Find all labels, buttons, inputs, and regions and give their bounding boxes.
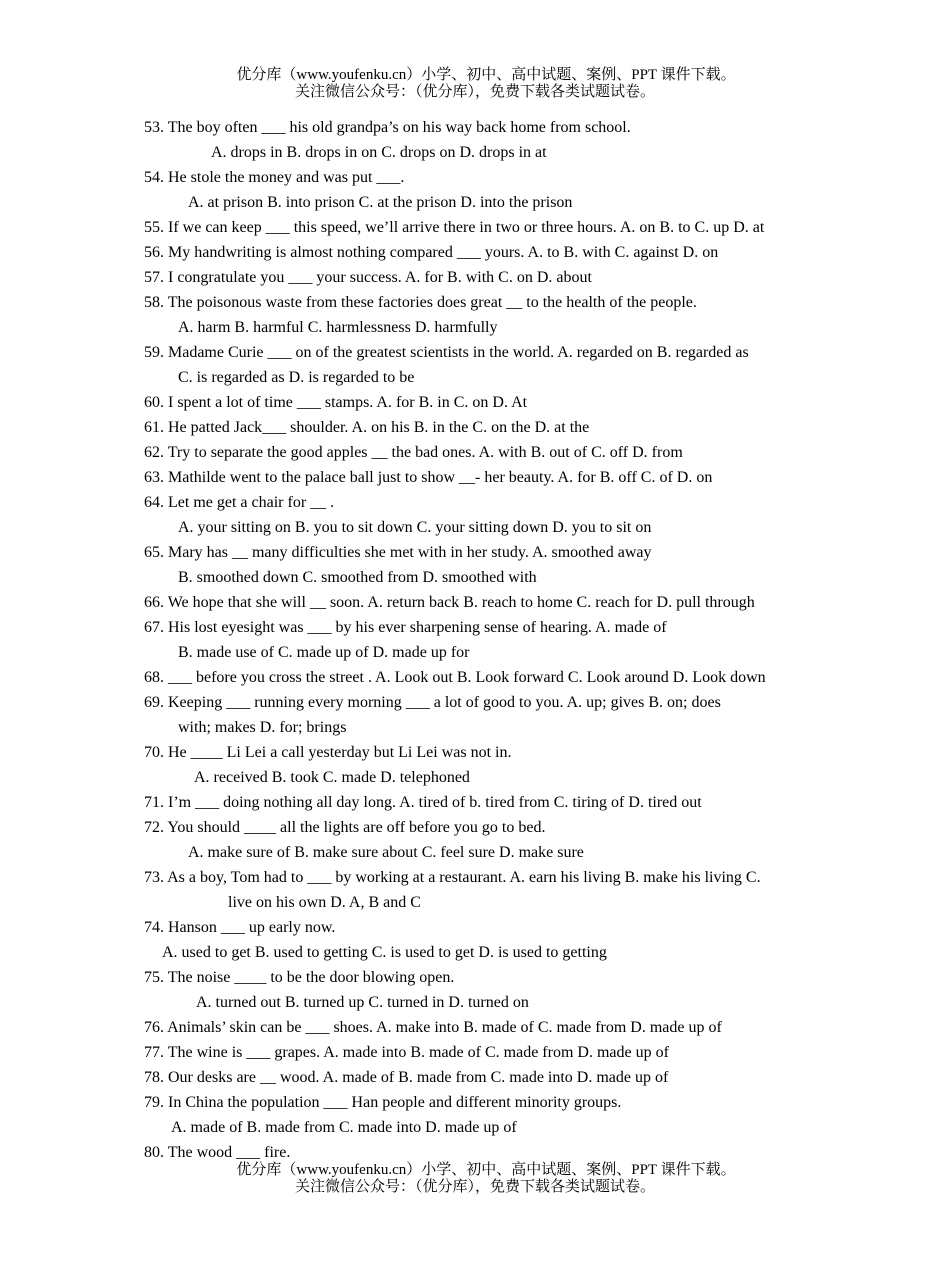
question-77: 77. The wine is ___ grapes. A. made into B. made of C. made from D. made up of (144, 1044, 669, 1061)
question-56: 56. My handwriting is almost nothing compared ___ yours. A. to B. with C. against D. on (144, 244, 719, 261)
question-53-options: A. drops in B. drops in on C. drops on D. drops in at (211, 144, 547, 161)
question-57: 57. I congratulate you ___ your success. A. for B. with C. on D. about (144, 269, 592, 286)
question-58: 58. The poisonous waste from these factories does great __ to the health of the people. (144, 294, 697, 311)
page-footer (0, 1162, 950, 1196)
question-72-options: A. make sure of B. make sure about C. feel sure D. make sure (188, 844, 584, 861)
question-66: 66. We hope that she will __ soon. A. return back B. reach to home C. reach for D. pull through (144, 594, 755, 611)
question-79-options: A. made of B. made from C. made into D. made up of (171, 1119, 517, 1136)
question-60: 60. I spent a lot of time ___ stamps. A. for B. in C. on D. At (144, 394, 528, 411)
question-69-options: with; makes D. for; brings (178, 719, 347, 736)
question-53: 53. The boy often ___ his old grandpa’s on his way back home from school. (144, 119, 631, 136)
question-62: 62. Try to separate the good apples __ the bad ones. A. with B. out of C. off D. from (144, 444, 683, 461)
question-73: 73. As a boy, Tom had to ___ by working at a restaurant. A. earn his living B. make his living C. (144, 869, 761, 886)
footer-line-2: 关注微信公众号：（优分库），免费下载各类试题试卷。 (294, 1179, 655, 1195)
question-71: 71. I’m ___ doing nothing all day long. A. tired of b. tired from C. tiring of D. tired out (144, 794, 702, 811)
question-58-options: A. harm B. harmful C. harmlessness D. harmfully (178, 319, 498, 336)
question-69: 69. Keeping ___ running every morning ___ a lot of good to you. A. up; gives B. on; does (144, 694, 721, 711)
question-64-options: A. your sitting on B. you to sit down C. your sitting down D. you to sit on (178, 519, 652, 536)
question-78: 78. Our desks are __ wood. A. made of B. made from C. made into D. made up of (144, 1069, 669, 1086)
question-59-options: C. is regarded as D. is regarded to be (178, 369, 415, 386)
question-74-options: A. used to get B. used to getting C. is used to get D. is used to getting (162, 944, 607, 961)
footer-line-1: 优分库（www.youfenku.cn）小学、初中、高中试题、案例、PPT 课件下载。 (236, 1162, 736, 1178)
header-line-1: 优分库（www.youfenku.cn）小学、初中、高中试题、案例、PPT 课件下载。 (236, 67, 736, 83)
question-64: 64. Let me get a chair for __ . (144, 494, 335, 511)
header-line-2: 关注微信公众号：（优分库），免费下载各类试题试卷。 (294, 84, 655, 100)
question-75-options: A. turned out B. turned up C. turned in D. turned on (196, 994, 529, 1011)
question-80: 80. The wood ___ fire. (144, 1144, 291, 1161)
question-54: 54. He stole the money and was put ___. (144, 169, 405, 186)
question-75: 75. The noise ____ to be the door blowing open. (144, 969, 455, 986)
question-79: 79. In China the population ___ Han people and different minority groups. (144, 1094, 622, 1111)
question-67: 67. His lost eyesight was ___ by his ever sharpening sense of hearing. A. made of (144, 619, 667, 636)
question-61: 61. He patted Jack___ shoulder. A. on his B. in the C. on the D. at the (144, 419, 590, 436)
question-72: 72. You should ____ all the lights are off before you go to bed. (144, 819, 546, 836)
question-65: 65. Mary has __ many difficulties she met with in her study. A. smoothed away (144, 544, 652, 561)
question-70: 70. He ____ Li Lei a call yesterday but Li Lei was not in. (144, 744, 512, 761)
question-70-options: A. received B. took C. made D. telephoned (194, 769, 470, 786)
question-54-options: A. at prison B. into prison C. at the prison D. into the prison (188, 194, 573, 211)
question-76: 76. Animals’ skin can be ___ shoes. A. make into B. made of C. made from D. made up of (144, 1019, 722, 1036)
question-63: 63. Mathilde went to the palace ball just to show __- her beauty. A. for B. off C. of D. on (144, 469, 713, 486)
question-68: 68. ___ before you cross the street . A. Look out B. Look forward C. Look around D. Look down (144, 669, 766, 686)
page-header (0, 67, 950, 101)
question-59: 59. Madame Curie ___ on of the greatest scientists in the world. A. regarded on B. regarded as (144, 344, 749, 361)
question-74: 74. Hanson ___ up early now. (144, 919, 336, 936)
question-67-options: B. made use of C. made up of D. made up for (178, 644, 470, 661)
question-73-options: live on his own D. A, B and C (228, 894, 421, 911)
question-55: 55. If we can keep ___ this speed, we’ll arrive there in two or three hours. A. on B. to C. up D. at (144, 219, 765, 236)
question-65-options: B. smoothed down C. smoothed from D. smoothed with (178, 569, 537, 586)
